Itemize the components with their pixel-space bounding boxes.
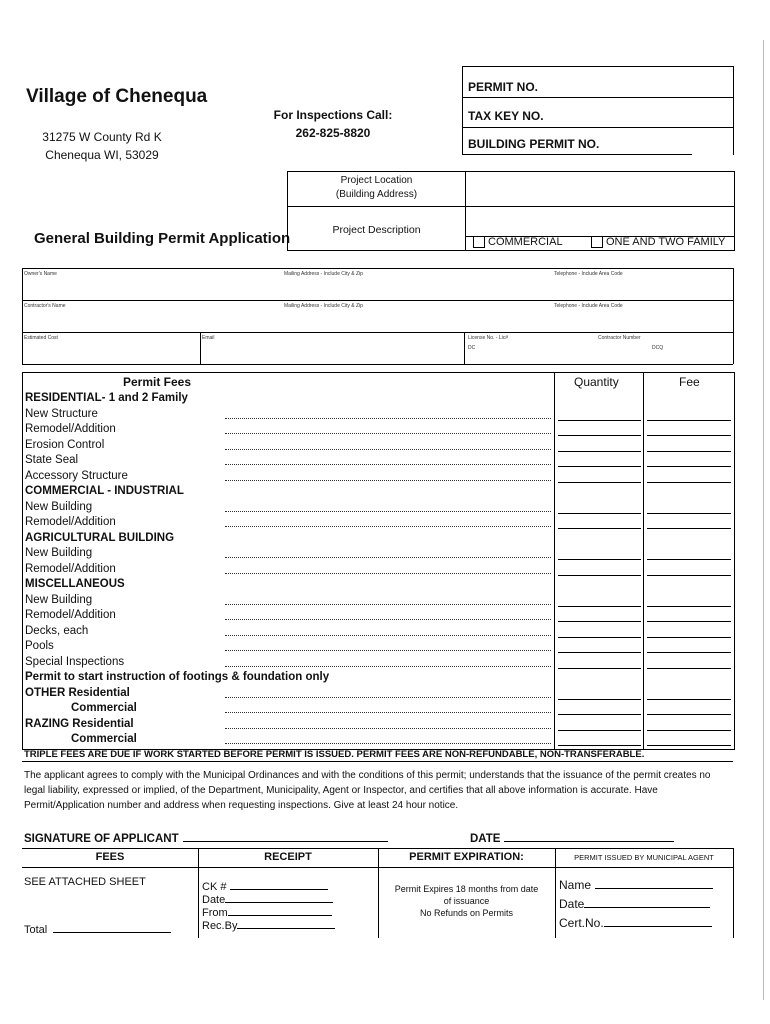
fee-row-leader	[225, 433, 551, 434]
from-field[interactable]: From	[202, 907, 332, 919]
fee-row-label: AGRICULTURAL BUILDING	[25, 531, 175, 544]
fee-row-label: New Building	[25, 500, 93, 513]
fee-row-label: Commercial	[71, 733, 137, 745]
fee-row-label: RAZING Residential	[25, 717, 134, 730]
building-permit-label: BUILDING PERMIT NO.	[468, 137, 600, 151]
estimated-cost-label: Estimated Cost	[24, 335, 58, 341]
fee-row-leader	[225, 480, 551, 481]
scan-edge-line	[763, 40, 764, 1000]
fee-row-leader	[225, 511, 551, 512]
fee-field[interactable]	[647, 730, 731, 731]
fee-field[interactable]	[647, 420, 731, 421]
fee-row-leader	[225, 619, 551, 620]
fee-row-leader	[225, 604, 551, 605]
quantity-field[interactable]	[558, 420, 641, 421]
fee-field[interactable]	[647, 528, 731, 529]
fee-field[interactable]	[647, 714, 731, 715]
fee-field[interactable]	[647, 699, 731, 700]
fee-row-label: Remodel/Addition	[25, 562, 116, 575]
fee-row-leader	[225, 728, 551, 729]
quantity-field[interactable]	[558, 699, 641, 700]
quantity-field[interactable]	[558, 668, 641, 669]
expires-line-2: of issuance	[443, 896, 490, 906]
quantity-field[interactable]	[558, 451, 641, 452]
form-title: General Building Permit Application	[34, 230, 291, 247]
quantity-field[interactable]	[558, 745, 641, 746]
expires-line-1: Permit Expires 18 months from date	[394, 884, 539, 894]
total-label: Total	[24, 924, 171, 936]
see-attached-sheet: SEE ATTACHED SHEET	[24, 876, 146, 888]
fees-header: FEES	[95, 851, 125, 863]
fee-row-label: MISCELLANEOUS	[25, 578, 125, 590]
license-prefix: DC	[468, 345, 476, 351]
fee-row-label: RESIDENTIAL- 1 and 2 Family	[25, 392, 188, 404]
permit-number-box	[462, 66, 734, 155]
fee-field[interactable]	[647, 652, 731, 653]
fee-row-leader	[225, 697, 551, 698]
quantity-field[interactable]	[558, 466, 641, 467]
date-label: DATE	[470, 833, 674, 845]
address-line-1: 31275 W County Rd K	[42, 130, 162, 144]
fee-row-label: Remodel/Addition	[25, 516, 116, 528]
quantity-field[interactable]	[558, 575, 641, 576]
owner-mail-label: Mailing Address - Include City & Zip	[284, 271, 363, 277]
quantity-field[interactable]	[558, 621, 641, 622]
fee-row-leader	[225, 743, 551, 744]
fee-field[interactable]	[647, 637, 731, 638]
contractor-name-label: Contractor's Name	[24, 303, 66, 309]
tax-key-label: TAX KEY NO.	[468, 109, 544, 123]
fee-row-label: Remodel/Addition	[25, 423, 116, 435]
fee-field[interactable]	[647, 606, 731, 607]
fee-field[interactable]	[647, 668, 731, 669]
project-box	[287, 171, 735, 251]
contractor-number-prefix: DCQ	[652, 345, 664, 351]
receipt-header: RECEIPT	[264, 851, 312, 863]
fee-row-label: Pools	[25, 640, 54, 652]
issued-by-header: PERMIT ISSUED BY MUNICIPAL AGENT	[574, 853, 714, 862]
family-option[interactable]: ONE AND TWO FAMILY	[591, 236, 725, 248]
fee-row-label: COMMERCIAL - INDUSTRIAL	[25, 485, 184, 497]
fee-row-label: Erosion Control	[25, 438, 105, 451]
quantity-field[interactable]	[558, 652, 641, 653]
fee-row-label: Remodel/Addition	[25, 609, 116, 621]
email-label: Email	[202, 335, 215, 341]
fee-row-label: State Seal	[25, 454, 79, 466]
village-title: Village of Chenequa	[26, 86, 208, 107]
quantity-field[interactable]	[558, 559, 641, 560]
inspections-phone: 262-825-8820	[295, 126, 371, 140]
fee-row-label: Permit to start instruction of footings & foundation only	[25, 671, 330, 683]
project-location-label: Project Location	[340, 175, 413, 186]
fee-header: Fee	[679, 375, 700, 389]
fee-field[interactable]	[647, 451, 731, 452]
contractor-number-label: Contractor Number	[598, 335, 641, 341]
agreement-text: The applicant agrees to comply with the Municipal Ordinances and with the conditions of this permit; understands that the issuance of the permit creates no legal liability, expressed or implied, of the Department, Municipality, Agent or Inspector, and certifies that all above information is accurate. Have Permit/Application number and address when requesting inspections. Give at least 24 hour notice.	[24, 770, 711, 811]
fee-field[interactable]	[647, 466, 731, 467]
ck-field[interactable]: CK #	[202, 881, 328, 893]
fee-field[interactable]	[647, 435, 731, 436]
quantity-field[interactable]	[558, 528, 641, 529]
agent-date-field[interactable]: Date	[559, 897, 710, 911]
quantity-field[interactable]	[558, 435, 641, 436]
license-label: License No. - Lic#	[468, 335, 509, 341]
cert-no-field[interactable]: Cert.No.	[559, 916, 712, 930]
fee-row-leader	[225, 712, 551, 713]
owner-name-label: Owner's Name	[24, 271, 57, 277]
agent-name-field[interactable]: Name	[559, 878, 713, 892]
bottom-section	[22, 848, 733, 938]
signature-label: SIGNATURE OF APPLICANT	[24, 833, 388, 845]
quantity-field[interactable]	[558, 482, 641, 483]
fee-row-label: New Structure	[25, 407, 98, 420]
expires-line-3: No Refunds on Permits	[419, 908, 514, 918]
fee-row-leader	[225, 635, 551, 636]
triple-fees-notice: TRIPLE FEES ARE DUE IF WORK STARTED BEFORE PERMIT IS ISSUED. PERMIT FEES ARE NON-REFUNDABLE, NON-TRANSFERABLE.	[22, 748, 733, 762]
quantity-field[interactable]	[558, 637, 641, 638]
fee-row-leader	[225, 449, 551, 450]
fee-row-label: Commercial	[71, 702, 137, 714]
rec-by-field[interactable]: Rec.By	[202, 920, 335, 932]
contractor-phone-label: Telephone - Include Area Code	[554, 303, 623, 309]
quantity-header: Quantity	[574, 375, 619, 389]
fee-row-label: New Building	[25, 547, 93, 559]
quantity-field[interactable]	[558, 606, 641, 607]
expiration-header: PERMIT EXPIRATION:	[409, 851, 524, 863]
fee-row-leader	[225, 666, 551, 667]
permit-fees-table	[22, 372, 735, 750]
fee-field[interactable]	[647, 559, 731, 560]
permit-no-label: PERMIT NO.	[468, 80, 539, 94]
receipt-date-field[interactable]: Date	[202, 894, 333, 906]
quantity-field[interactable]	[558, 513, 641, 514]
commercial-option[interactable]: COMMERCIAL	[473, 236, 563, 248]
fee-row-leader	[225, 464, 551, 465]
fee-row-leader	[225, 526, 551, 527]
fee-row-label: OTHER Residential	[25, 686, 130, 699]
permit-fees-header: Permit Fees	[123, 375, 192, 389]
fee-field[interactable]	[647, 513, 731, 514]
fee-row-leader	[225, 557, 551, 558]
fee-row-label: Special Inspections	[25, 655, 125, 668]
family-checkbox[interactable]	[591, 236, 603, 248]
fee-field[interactable]	[647, 621, 731, 622]
fee-row-leader	[225, 418, 551, 419]
fee-row-leader	[225, 650, 551, 651]
commercial-checkbox[interactable]	[473, 236, 485, 248]
quantity-field[interactable]	[558, 730, 641, 731]
project-location-sublabel: (Building Address)	[335, 189, 418, 200]
address-line-2: Chenequa WI, 53029	[45, 148, 159, 162]
fee-row-label: Decks, each	[25, 624, 89, 637]
contractor-mail-label: Mailing Address - Include City & Zip	[284, 303, 363, 309]
fee-row-label: New Building	[25, 593, 93, 606]
project-description-label: Project Description	[332, 224, 421, 236]
info-section	[22, 268, 733, 364]
fee-field[interactable]	[647, 745, 731, 746]
inspections-label: For Inspections Call:	[273, 108, 393, 122]
fee-field[interactable]	[647, 575, 731, 576]
owner-phone-label: Telephone - Include Area Code	[554, 271, 623, 277]
quantity-field[interactable]	[558, 714, 641, 715]
fee-row-leader	[225, 573, 551, 574]
fee-field[interactable]	[647, 482, 731, 483]
fee-row-label: Accessory Structure	[25, 469, 128, 482]
